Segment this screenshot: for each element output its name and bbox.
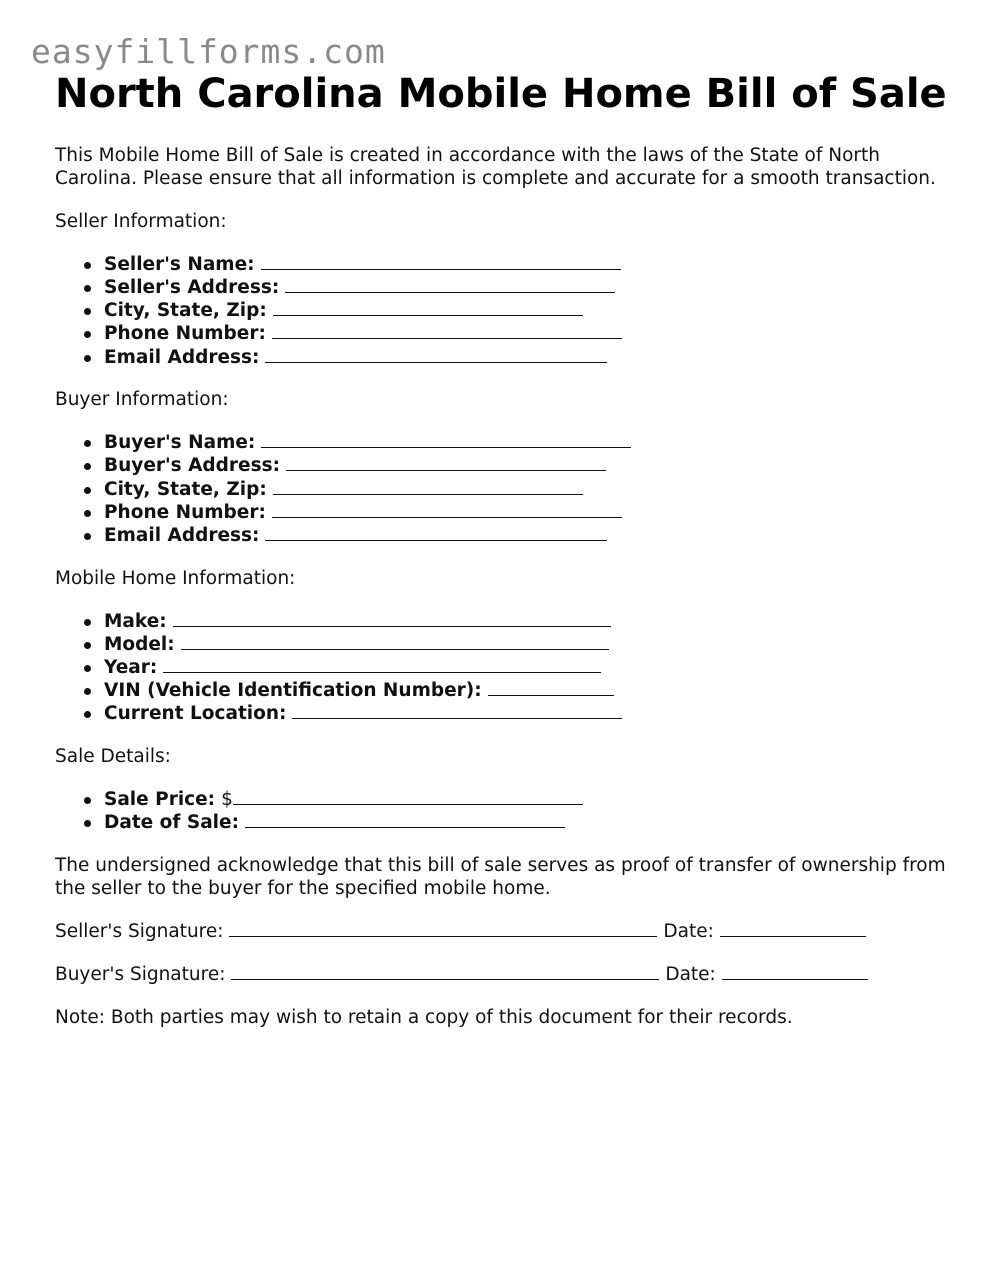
seller-address-blank[interactable] (285, 291, 615, 293)
buyer-phone-blank[interactable] (272, 516, 622, 518)
buyer-email-blank[interactable] (265, 539, 607, 541)
seller-address-item (104, 276, 955, 299)
home-fields-list (55, 610, 955, 726)
make-label: Make: (104, 610, 167, 632)
buyer-fields-list (55, 431, 955, 547)
buyer-signature-blank[interactable] (231, 978, 659, 980)
seller-phone-label: Phone Number: (104, 323, 266, 345)
vin-blank[interactable] (488, 694, 614, 696)
current-location-label: Current Location: (104, 703, 287, 725)
model-blank[interactable] (181, 648, 609, 650)
make-item (104, 610, 955, 633)
acknowledgment-paragraph: The undersigned acknowledge that this bill of sale serves as proof of transfer of ownership from the seller to the buyer for the specified mobile home. (55, 855, 946, 900)
model-label: Model: (104, 633, 175, 655)
sale-price-label: Sale Price: (104, 789, 216, 811)
seller-signature-label: Seller's Signature: (55, 921, 224, 943)
buyer-email-item (104, 524, 955, 547)
seller-signature-blank[interactable] (229, 935, 657, 937)
buyer-phone-label: Phone Number: (104, 501, 266, 523)
buyer-city-state-zip-item (104, 478, 955, 501)
vin-label: VIN (Vehicle Identification Number): (104, 680, 482, 702)
buyer-date-label: Date: (665, 963, 716, 985)
sale-price-item (104, 788, 955, 811)
seller-address-label: Seller's Address: (104, 277, 280, 298)
date-of-sale-item (104, 811, 955, 834)
seller-email-item (104, 346, 955, 369)
buyer-address-blank[interactable] (286, 469, 606, 471)
buyer-name-label: Buyer's Name: (104, 432, 256, 454)
note-paragraph: Note: Both parties may wish to retain a copy of this document for their records. (55, 1006, 793, 1028)
seller-email-label: Email Address: (104, 346, 260, 368)
home-section-heading: Mobile Home Information: (55, 567, 296, 589)
seller-name-item (104, 253, 955, 276)
seller-city-state-zip-item (104, 299, 955, 322)
seller-city-state-zip-label: City, State, Zip: (104, 300, 267, 322)
sale-section-heading: Sale Details: (55, 746, 171, 768)
buyer-city-state-zip-blank[interactable] (273, 493, 583, 495)
seller-email-blank[interactable] (265, 361, 607, 363)
seller-name-label: Seller's Name: (104, 253, 255, 275)
year-blank[interactable] (163, 671, 601, 673)
buyer-email-label: Email Address: (104, 525, 260, 547)
buyer-name-item (104, 431, 955, 454)
date-of-sale-label: Date of Sale: (104, 812, 239, 834)
make-blank[interactable] (173, 625, 611, 627)
buyer-address-label: Buyer's Address: (104, 455, 281, 477)
year-label: Year: (104, 657, 158, 679)
buyer-phone-item (104, 501, 955, 524)
form-body (55, 144, 955, 1048)
current-location-blank[interactable] (292, 717, 622, 719)
seller-section-heading: Seller Information: (55, 211, 227, 232)
vin-item (104, 679, 955, 702)
seller-signature-line (55, 920, 955, 943)
sale-price-blank[interactable] (233, 803, 583, 805)
sale-fields-list (55, 788, 955, 834)
buyer-section-heading: Buyer Information: (55, 389, 229, 411)
buyer-signature-line (55, 963, 955, 986)
seller-city-state-zip-blank[interactable] (273, 314, 583, 316)
document-title: North Carolina Mobile Home Bill of Sale (55, 71, 947, 117)
seller-phone-item (104, 322, 955, 345)
year-item (104, 656, 955, 679)
intro-paragraph: This Mobile Home Bill of Sale is created in accordance with the laws of the State of North Carolina. Please ensure that all information is complete and accurate for a smooth transaction. (55, 145, 936, 190)
seller-phone-blank[interactable] (272, 337, 622, 339)
buyer-signature-label: Buyer's Signature: (55, 963, 226, 985)
seller-name-blank[interactable] (261, 268, 621, 270)
seller-fields-list (55, 253, 955, 369)
seller-date-blank[interactable] (720, 935, 866, 937)
seller-date-label: Date: (663, 921, 714, 943)
date-of-sale-blank[interactable] (245, 826, 565, 828)
model-item (104, 633, 955, 656)
buyer-address-item (104, 454, 955, 477)
dollar-sign: $ (221, 789, 233, 811)
buyer-date-blank[interactable] (722, 978, 868, 980)
buyer-name-blank[interactable] (261, 446, 631, 448)
buyer-city-state-zip-label: City, State, Zip: (104, 478, 267, 500)
watermark-logo: easyfillforms.com (31, 32, 386, 71)
current-location-item (104, 702, 955, 725)
